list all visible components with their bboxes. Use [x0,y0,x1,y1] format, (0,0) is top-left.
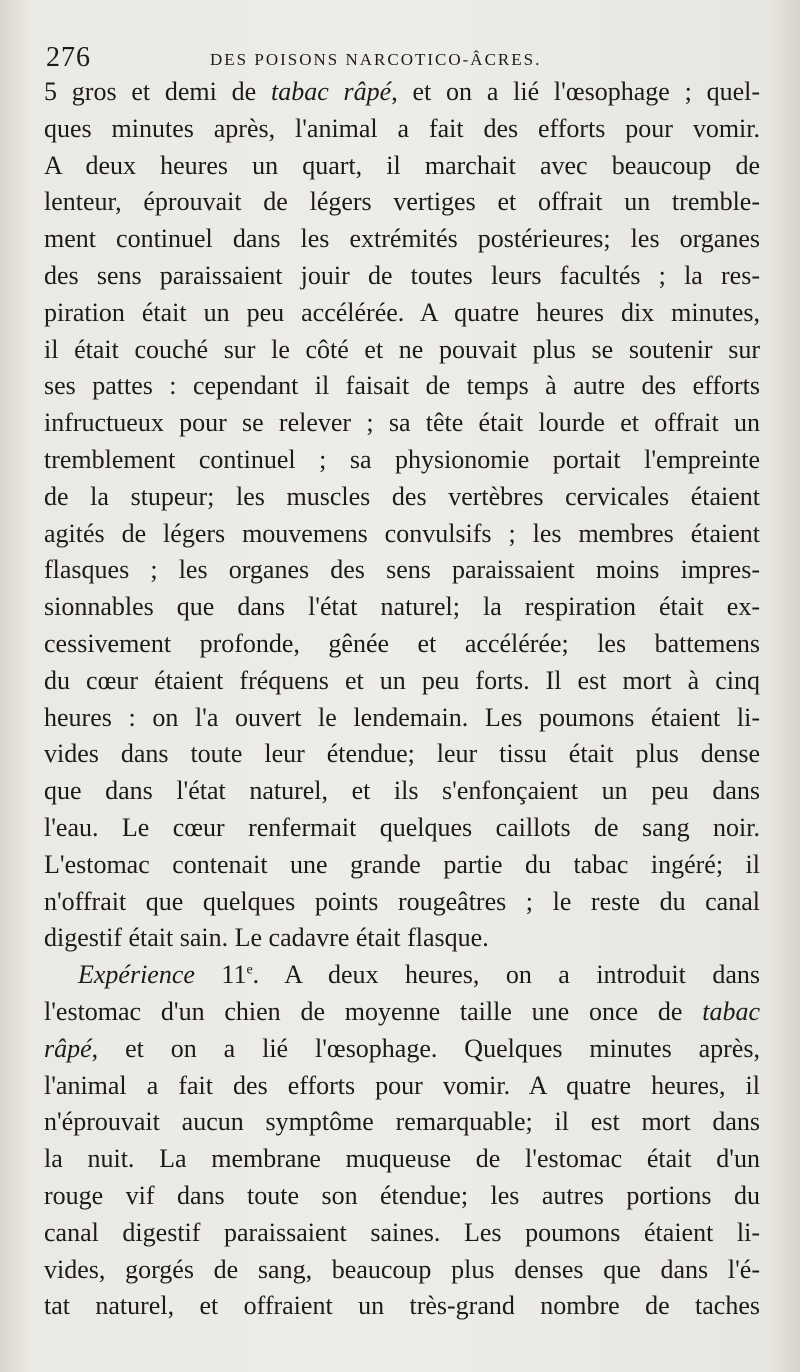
paragraph-2 [44,957,760,1325]
text-line: tremblement continuel ; sa physionomie portait l'empreinte [44,444,760,474]
running-head: DES POISONS NARCOTICO-ÂCRES. [210,50,542,69]
ordinal-suffix: e [246,962,253,978]
text-line: n'éprouvait aucun symptôme remarquable; il est mort dans [44,1107,760,1137]
text-line: ment continuel dans les extrémités postérieures; les organes [44,224,760,254]
text-line: il était couché sur le côté et ne pouvait plus se soutenir sur [44,334,760,364]
text-line: des sens paraissaient jouir de toutes leurs facultés ; la res- [44,260,760,290]
text-line: heures : on l'a ouvert le lendemain. Les poumons étaient li- [44,702,760,732]
text-line: l'animal a fait des efforts pour vomir. A quatre heures, il [44,1070,760,1100]
paragraph-1 [44,74,760,957]
body-text [44,74,760,1325]
text-run: l'estomac d'un chien de moyenne taille une once de [44,996,703,1026]
italic-term: tabac [702,996,760,1026]
text-line: la nuit. La membrane muqueuse de l'estomac était d'un [44,1144,760,1174]
text-line: vides, gorgés de sang, beaucoup plus denses que dans l'é- [44,1254,760,1284]
text-line: l'eau. Le cœur renfermait quelques caillots de sang noir. [44,812,760,842]
text-line: digestif était sain. Le cadavre était flasque. [44,923,489,953]
text-line [44,1031,760,1068]
experiment-label: Expérience [78,960,195,990]
text-line [44,994,760,1031]
text-line: cessivement profonde, gênée et accélérée; les battemens [44,628,760,658]
italic-term: râpé [44,1033,92,1063]
text-line: vides dans toute leur étendue; leur tissu était plus dense [44,739,760,769]
text-run: , et on a lié l'œsophage. Quelques minutes après, [91,1033,760,1063]
experiment-number: 11 [194,960,247,990]
text-line: lenteur, éprouvait de légers vertiges et offrait un tremble- [44,187,760,217]
text-line [44,957,760,994]
page-header [46,38,746,78]
text-line: que dans l'état naturel, et ils s'enfonçaient un peu dans [44,776,760,806]
text-run: . A deux heures, on a introduit dans [252,960,760,990]
text-line: infructueux pour se relever ; sa tête était lourde et offrait un [44,408,760,438]
text-line: canal digestif paraissaient saines. Les poumons étaient li- [44,1217,760,1247]
italic-term: tabac râpé [270,77,392,106]
text-line: tat naturel, et offraient un très-grand nombre de taches [44,1291,760,1321]
text-line: de la stupeur; les muscles des vertèbres cervicales étaient [44,481,760,511]
text-line: du cœur étaient fréquens et un peu forts. Il est mort à cinq [44,665,760,695]
text-line: rouge vif dans toute son étendue; les autres portions du [44,1180,760,1210]
text-line: agités de légers mouvemens convulsifs ; les membres étaient [44,518,760,548]
text-line: ques minutes après, l'animal a fait des efforts pour vomir. [44,113,760,143]
text-line: ses pattes : cependant il faisait de temps à autre des efforts [44,371,760,401]
text-line: n'offrait que quelques points rougeâtres ; le reste du canal [44,886,760,916]
text-line: piration était un peu accélérée. A quatre heures dix minutes, [44,297,760,327]
text-line: A deux heures un quart, il marchait avec beaucoup de [44,150,760,180]
text-run: 5 gros et demi de [44,77,271,106]
text-line [44,74,760,111]
text-run: , et on a lié l'œsophage ; quel- [391,77,760,106]
text-line: flasques ; les organes des sens paraissaient moins impres- [44,555,760,585]
text-line: sionnables que dans l'état naturel; la respiration était ex- [44,592,760,622]
page-number: 276 [46,42,91,73]
text-line: L'estomac contenait une grande partie du tabac ingéré; il [44,849,760,879]
